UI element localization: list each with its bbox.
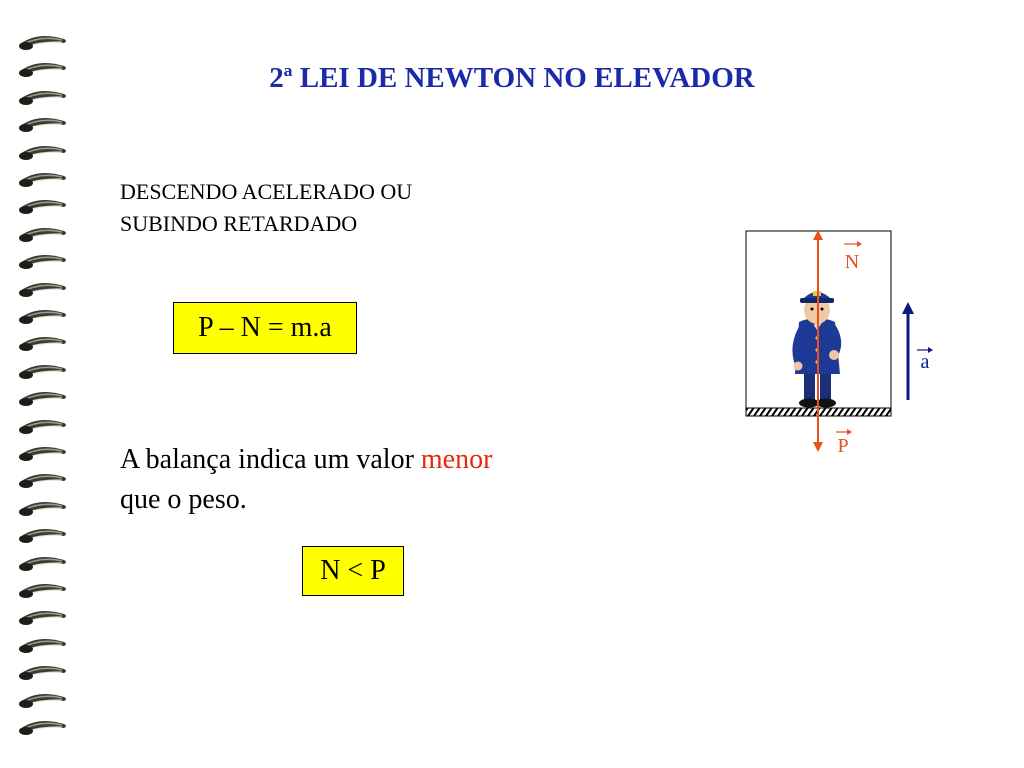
acceleration-vector-label <box>917 347 933 373</box>
weight-vector-label <box>836 429 852 457</box>
normal-label: N <box>844 251 860 273</box>
inequality-text: N < P <box>320 555 386 586</box>
statement-text: A balança indica um valor <box>120 444 421 475</box>
equation-text: P – N = m.a <box>198 312 332 343</box>
subtitle-line-1: DESCENDO ACELERADO OU <box>120 179 413 204</box>
acceleration-arrow <box>902 302 914 400</box>
acceleration-label: a <box>920 351 930 373</box>
weight-label: P <box>837 435 849 457</box>
statement-text-line-2: que o peso. <box>120 484 247 515</box>
subtitle-line-2: SUBINDO RETARDADO <box>120 211 358 236</box>
slide-title: 2ª LEI DE NEWTON NO ELEVADOR <box>269 62 755 94</box>
statement-highlight: menor <box>420 444 493 475</box>
